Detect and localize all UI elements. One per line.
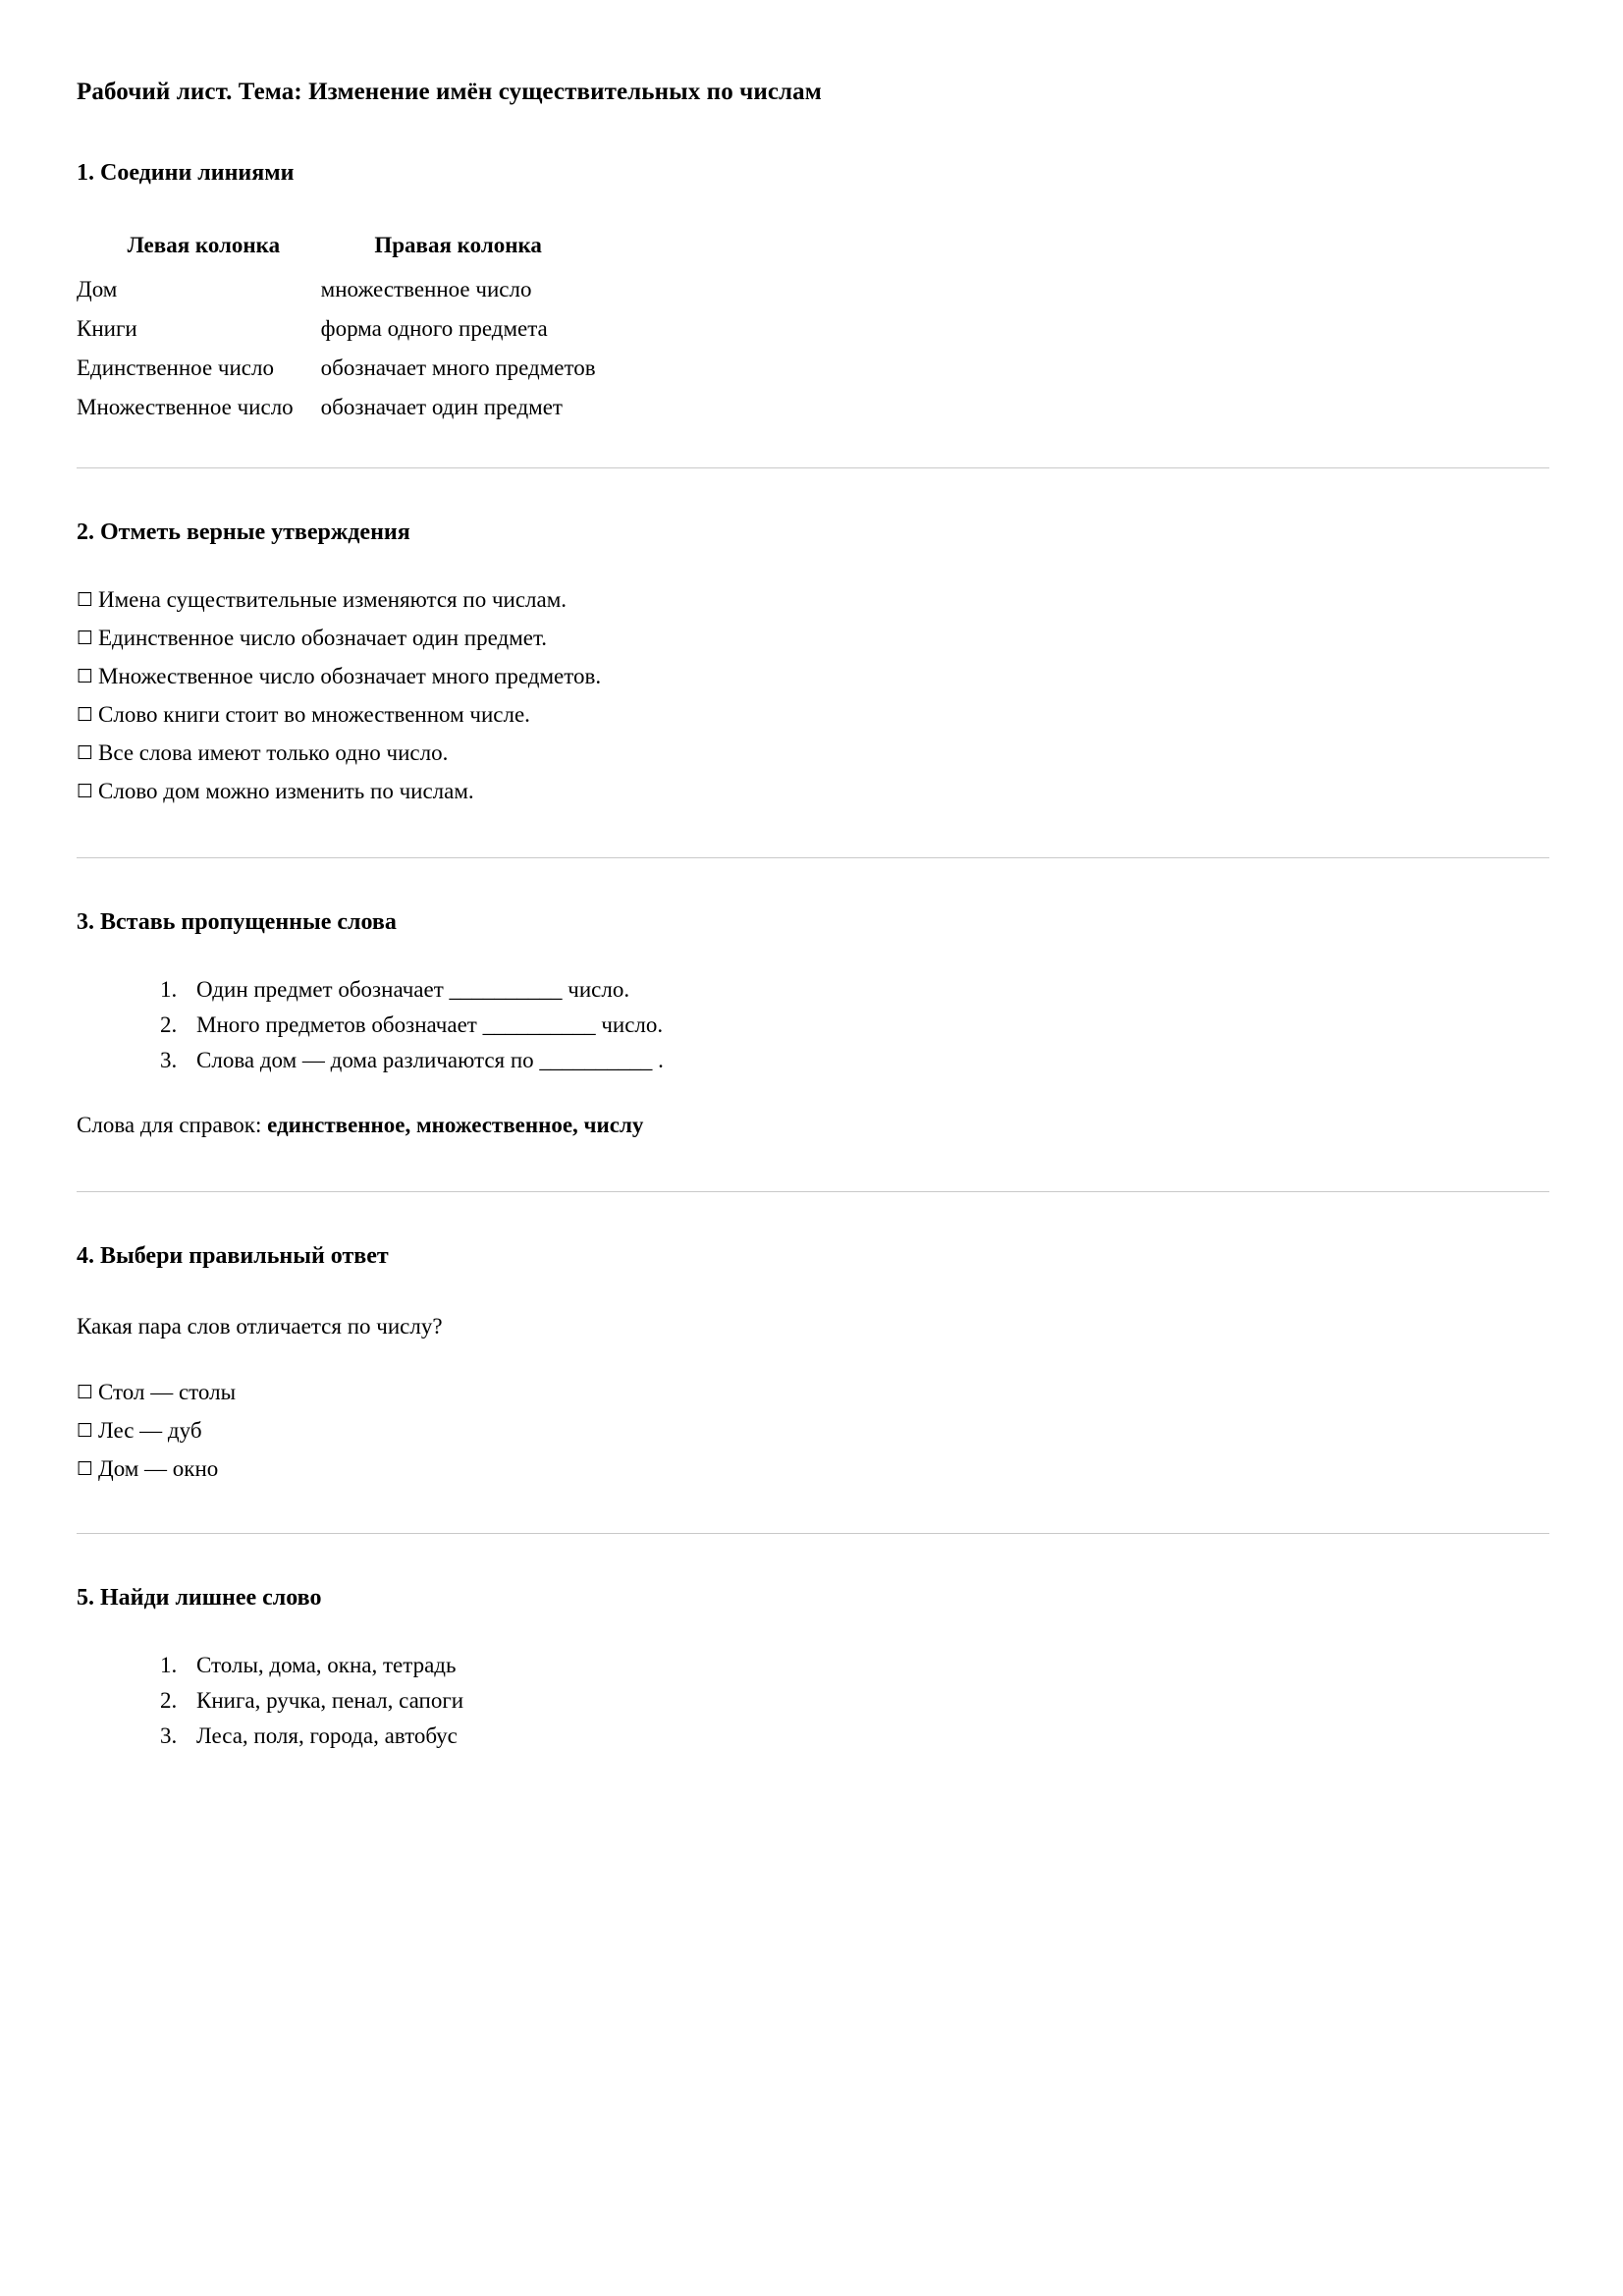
section-5-heading: 5. Найди лишнее слово	[77, 1585, 322, 1612]
list-item[interactable]	[77, 1419, 1549, 1457]
statement-label: Слово дом можно изменить по числам.	[98, 779, 474, 804]
answer-option-label: Стол — столы	[98, 1380, 237, 1405]
list-item[interactable]	[183, 1013, 1549, 1049]
section-4-heading: 4. Выбери правильный ответ	[77, 1243, 389, 1270]
table-header-right: Правая колонка	[374, 233, 542, 258]
checkbox-icon[interactable]: ☐	[77, 781, 94, 803]
section-1-heading: 1. Соедини линиями	[77, 160, 295, 187]
match-left-item[interactable]: Единственное число	[77, 355, 274, 381]
answer-options-list	[77, 1381, 1549, 1480]
fill-blank-list	[77, 978, 1549, 1071]
match-left-item[interactable]: Книги	[77, 316, 137, 342]
statement-label: Имена существительные изменяются по числам.	[98, 587, 568, 613]
list-item[interactable]	[183, 1049, 1549, 1071]
checkbox-icon[interactable]: ☐	[77, 628, 94, 650]
statement-label: Слово книги стоит во множественном числе.	[98, 702, 530, 728]
section-2-heading: 2. Отметь верные утверждения	[77, 519, 410, 546]
table-header-row	[77, 233, 610, 270]
table-row[interactable]	[77, 270, 610, 309]
checkbox-icon[interactable]: ☐	[77, 704, 94, 727]
list-item[interactable]	[77, 588, 1549, 627]
checkbox-icon[interactable]: ☐	[77, 666, 94, 688]
list-item[interactable]	[183, 978, 1549, 1013]
list-item[interactable]	[77, 665, 1549, 703]
match-left-item[interactable]: Дом	[77, 277, 118, 302]
section-4-choose-answer	[77, 1241, 1549, 1480]
list-item[interactable]	[183, 1689, 1549, 1724]
reference-words-values: единственное, множественное, числу	[267, 1113, 644, 1138]
word-group[interactable]: Книга, ручка, пенал, сапоги	[196, 1688, 464, 1714]
word-group[interactable]: Леса, поля, города, автобус	[196, 1723, 458, 1749]
list-item[interactable]	[77, 780, 1549, 802]
fill-blank-sentence[interactable]: Много предметов обозначает __________ число.	[196, 1012, 664, 1038]
section-5-odd-one-out	[77, 1583, 1549, 1747]
table-row[interactable]	[77, 388, 610, 427]
list-item[interactable]	[183, 1654, 1549, 1689]
page-title: Рабочий лист. Тема: Изменение имён существительных по числам	[77, 79, 822, 105]
checkbox-icon[interactable]: ☐	[77, 742, 94, 765]
answer-option-label: Лес — дуб	[98, 1418, 202, 1444]
checkbox-icon[interactable]: ☐	[77, 1420, 94, 1443]
statement-label: Множественное число обозначает много предметов.	[98, 664, 602, 689]
list-item[interactable]	[77, 1457, 1549, 1480]
table-row[interactable]	[77, 309, 610, 349]
section-3-heading: 3. Вставь пропущенные слова	[77, 909, 397, 936]
reference-words-label: Слова для справок:	[77, 1113, 268, 1138]
list-item[interactable]	[77, 627, 1549, 665]
checkbox-icon[interactable]: ☐	[77, 1382, 94, 1404]
match-right-item[interactable]: форма одного предмета	[320, 316, 548, 342]
table-header-left: Левая колонка	[127, 233, 281, 258]
fill-blank-sentence[interactable]: Один предмет обозначает __________ число.	[196, 977, 630, 1003]
list-item[interactable]	[77, 741, 1549, 780]
section-1-match	[77, 158, 1549, 427]
reference-words-line	[77, 1111, 1549, 1140]
statements-checklist	[77, 588, 1549, 802]
match-right-item[interactable]: множественное число	[320, 277, 532, 302]
answer-option-label: Дом — окно	[98, 1456, 219, 1482]
statement-label: Все слова имеют только одно число.	[98, 740, 449, 766]
section-4-question: Какая пара слов отличается по числу?	[77, 1314, 443, 1339]
match-right-item[interactable]: обозначает один предмет	[320, 395, 563, 420]
odd-one-out-list	[77, 1654, 1549, 1747]
checkbox-icon[interactable]: ☐	[77, 589, 94, 612]
table-row[interactable]	[77, 349, 610, 388]
match-right-item[interactable]: обозначает много предметов	[320, 355, 596, 381]
checkbox-icon[interactable]: ☐	[77, 1458, 94, 1481]
statement-label: Единственное число обозначает один предмет.	[98, 626, 548, 651]
list-item[interactable]	[183, 1724, 1549, 1747]
list-item[interactable]	[77, 1381, 1549, 1419]
section-3-fill-blanks	[77, 907, 1549, 1140]
list-item[interactable]	[77, 703, 1549, 741]
fill-blank-sentence[interactable]: Слова дом — дома различаются по __________ .	[196, 1048, 664, 1073]
word-group[interactable]: Столы, дома, окна, тетрадь	[196, 1653, 457, 1678]
match-left-item[interactable]: Множественное число	[77, 395, 294, 420]
section-2-true-statements	[77, 518, 1549, 802]
matching-table	[77, 233, 610, 427]
